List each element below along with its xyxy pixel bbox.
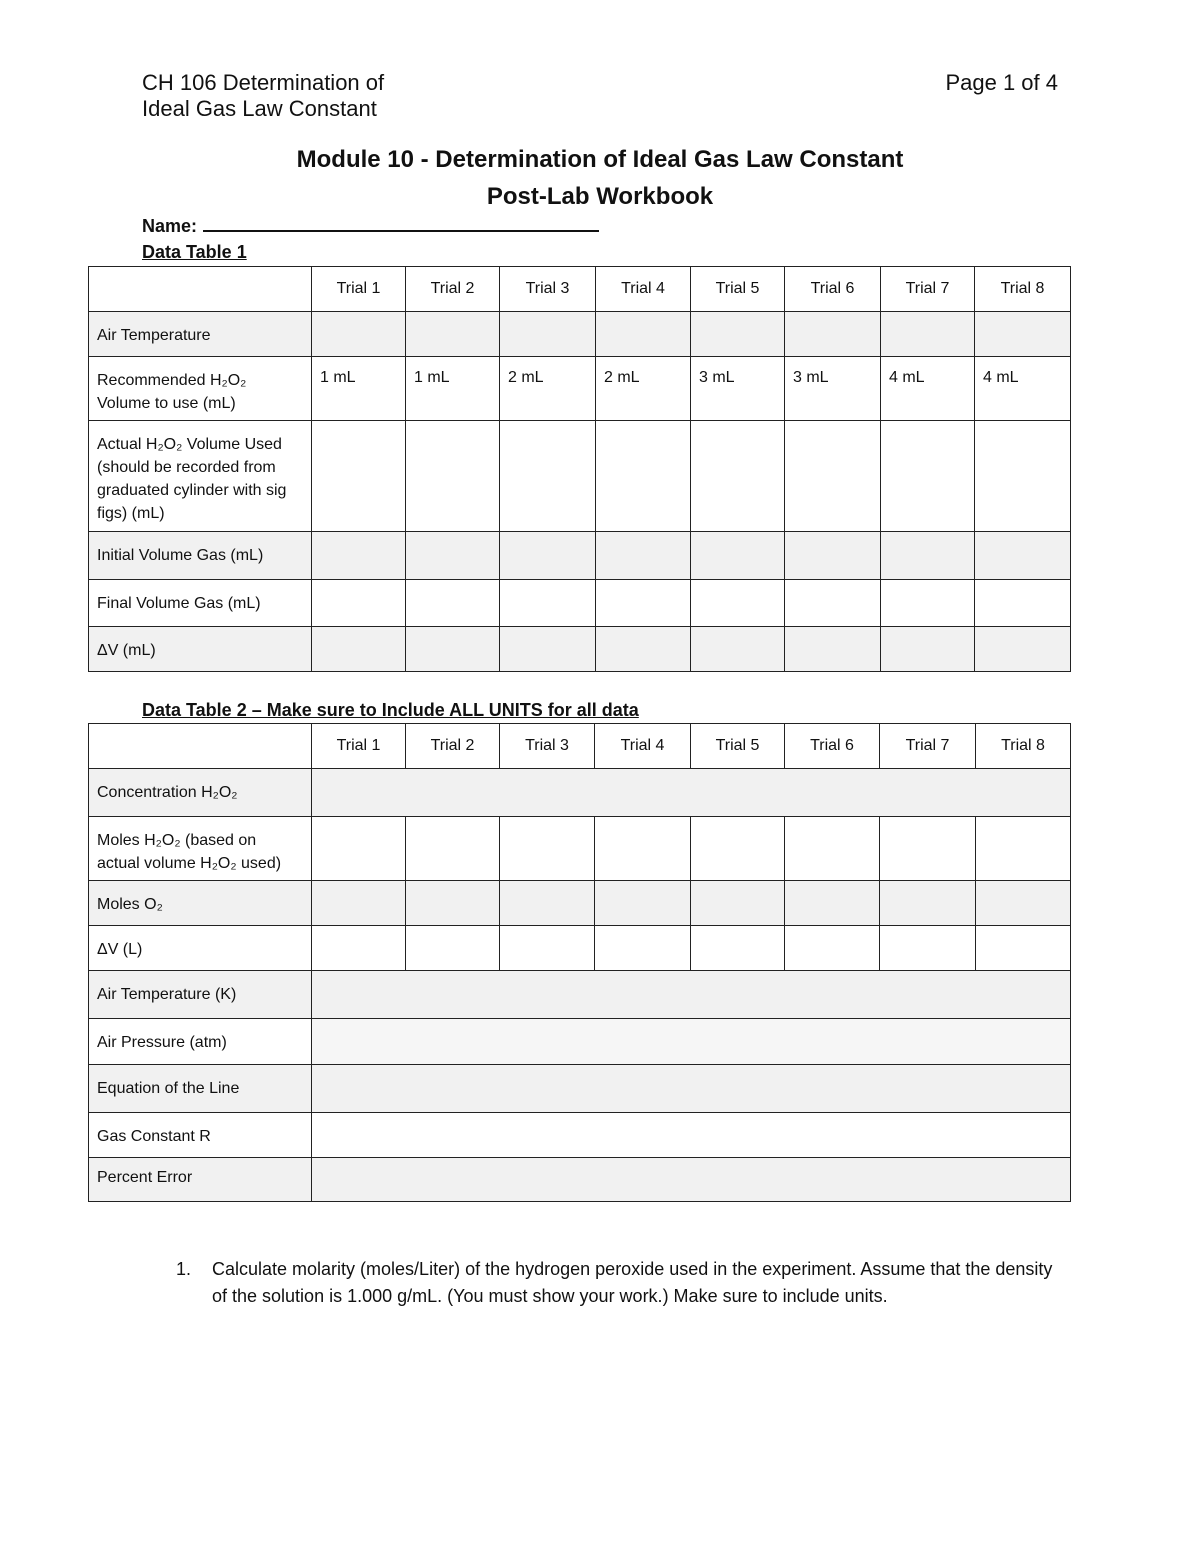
row-label: Final Volume Gas (mL) xyxy=(89,580,312,627)
row-label: ΔV (mL) xyxy=(89,627,312,672)
data-cell[interactable] xyxy=(881,627,975,672)
data-cell[interactable] xyxy=(500,926,595,971)
table-row xyxy=(89,971,1071,1019)
column-header: Trial 5 xyxy=(691,724,785,769)
data-cell[interactable] xyxy=(785,580,881,627)
row-label: Concentration H₂O₂ xyxy=(89,769,312,817)
table-row xyxy=(89,532,1071,580)
data-cell[interactable] xyxy=(500,421,596,532)
data-cell[interactable] xyxy=(881,580,975,627)
data-cell[interactable] xyxy=(406,580,500,627)
data-table-2 xyxy=(88,723,1071,1202)
data-cell[interactable] xyxy=(881,421,975,532)
merged-data-cell[interactable] xyxy=(312,971,1071,1019)
row-label: Air Temperature (K) xyxy=(89,971,312,1019)
data-cell[interactable] xyxy=(500,580,596,627)
data-cell[interactable] xyxy=(406,627,500,672)
column-header: Trial 6 xyxy=(785,267,881,312)
corner-cell xyxy=(89,267,312,312)
data-cell[interactable] xyxy=(880,881,976,926)
data-cell[interactable] xyxy=(406,881,500,926)
data-cell[interactable]: 4 mL xyxy=(881,357,975,421)
data-cell[interactable] xyxy=(596,627,691,672)
column-header: Trial 7 xyxy=(881,267,975,312)
data-cell[interactable]: 2 mL xyxy=(500,357,596,421)
data-cell[interactable]: 3 mL xyxy=(691,357,785,421)
page-subtitle: Post-Lab Workbook xyxy=(486,183,714,210)
column-header: Trial 8 xyxy=(976,724,1071,769)
merged-data-cell[interactable] xyxy=(312,769,1071,817)
data-cell[interactable] xyxy=(691,532,785,580)
column-header: Trial 3 xyxy=(500,267,596,312)
row-label: Initial Volume Gas (mL) xyxy=(89,532,312,580)
data-cell[interactable] xyxy=(691,817,785,881)
table-row xyxy=(89,421,1071,532)
data-cell[interactable] xyxy=(596,312,691,357)
data-cell[interactable] xyxy=(975,580,1071,627)
row-label: Air Pressure (atm) xyxy=(89,1019,312,1065)
page-title: Module 10 - Determination of Ideal Gas Law Constant xyxy=(296,146,904,173)
name-blank-line[interactable] xyxy=(203,214,599,232)
data-cell[interactable] xyxy=(976,926,1071,971)
row-label: Equation of the Line xyxy=(89,1065,312,1113)
merged-data-cell[interactable] xyxy=(312,1158,1071,1202)
data-cell[interactable] xyxy=(785,421,881,532)
column-header: Trial 1 xyxy=(312,267,406,312)
name-label: Name: xyxy=(142,216,198,236)
column-header: Trial 2 xyxy=(406,267,500,312)
table-row xyxy=(89,926,1071,971)
row-label: Moles O₂ xyxy=(89,881,312,926)
data-cell[interactable] xyxy=(312,817,406,881)
data-cell[interactable] xyxy=(785,926,880,971)
merged-data-cell[interactable] xyxy=(312,1065,1071,1113)
data-cell[interactable] xyxy=(312,421,406,532)
data-cell[interactable] xyxy=(880,817,976,881)
table-row xyxy=(89,312,1071,357)
data-cell[interactable] xyxy=(691,580,785,627)
row-label: Percent Error xyxy=(89,1158,312,1202)
data-cell[interactable] xyxy=(500,817,595,881)
data-cell[interactable] xyxy=(785,881,880,926)
row-label: Gas Constant R xyxy=(89,1113,312,1158)
column-header: Trial 4 xyxy=(596,267,691,312)
data-cell[interactable] xyxy=(975,627,1071,672)
data-cell[interactable] xyxy=(785,532,881,580)
question-number: 1. xyxy=(176,1259,192,1279)
data-cell[interactable] xyxy=(880,926,976,971)
data-cell[interactable] xyxy=(975,421,1071,532)
row-label: Moles H₂O₂ (based on actual volume H₂O₂ used) xyxy=(89,817,312,881)
table-row xyxy=(89,357,1071,421)
data-cell[interactable] xyxy=(976,881,1071,926)
data-cell[interactable]: 4 mL xyxy=(975,357,1071,421)
row-label: ΔV (L) xyxy=(89,926,312,971)
column-header: Trial 1 xyxy=(312,724,406,769)
merged-data-cell[interactable] xyxy=(312,1113,1071,1158)
data-cell[interactable] xyxy=(976,817,1071,881)
data-cell[interactable] xyxy=(881,312,975,357)
data-cell[interactable] xyxy=(596,421,691,532)
data-cell[interactable] xyxy=(785,627,881,672)
data-cell[interactable] xyxy=(596,580,691,627)
table-header-row xyxy=(89,724,1071,769)
data-table-1 xyxy=(88,266,1071,672)
data-cell[interactable]: 1 mL xyxy=(406,357,500,421)
table-row xyxy=(89,1065,1071,1113)
table2-caption: Data Table 2 – Make sure to Include ALL UNITS for all data xyxy=(142,700,639,720)
data-cell[interactable] xyxy=(500,312,596,357)
corner-cell xyxy=(89,724,312,769)
data-cell[interactable] xyxy=(406,926,500,971)
row-label: Air Temperature xyxy=(89,312,312,357)
table1-caption: Data Table 1 xyxy=(142,242,247,262)
data-cell[interactable] xyxy=(595,881,691,926)
row-label: Actual H₂O₂ Volume Used (should be recorded from graduated cylinder with sig figs) (mL) xyxy=(89,421,312,532)
question-text: Calculate molarity (moles/Liter) of the hydrogen peroxide used in the experiment. Assume that the density of the solution is 1.000 g/mL. (You must show your work.) Make sure to include units. xyxy=(212,1259,1053,1306)
table-row xyxy=(89,1113,1071,1158)
page-number: Page 1 of 4 xyxy=(945,70,1058,95)
data-cell[interactable]: 1 mL xyxy=(312,357,406,421)
table-row xyxy=(89,1158,1071,1202)
table-row xyxy=(89,627,1071,672)
question-1 xyxy=(176,1256,1056,1310)
column-header: Trial 5 xyxy=(691,267,785,312)
data-cell[interactable] xyxy=(500,627,596,672)
header-course-line2: Ideal Gas Law Constant xyxy=(142,96,377,121)
data-cell[interactable] xyxy=(312,312,406,357)
data-cell[interactable] xyxy=(691,881,785,926)
data-cell[interactable]: 3 mL xyxy=(785,357,881,421)
row-label: Recommended H₂O₂ Volume to use (mL) xyxy=(89,357,312,421)
data-cell[interactable] xyxy=(312,580,406,627)
data-cell[interactable] xyxy=(691,926,785,971)
data-cell[interactable] xyxy=(881,532,975,580)
data-cell[interactable] xyxy=(312,926,406,971)
data-cell[interactable] xyxy=(406,421,500,532)
column-header: Trial 8 xyxy=(975,267,1071,312)
column-header: Trial 4 xyxy=(595,724,691,769)
table-row xyxy=(89,769,1071,817)
table-header-row xyxy=(89,267,1071,312)
data-cell[interactable] xyxy=(596,532,691,580)
data-cell[interactable] xyxy=(595,817,691,881)
merged-data-cell[interactable] xyxy=(312,1019,1071,1065)
column-header: Trial 2 xyxy=(406,724,500,769)
data-cell[interactable]: 2 mL xyxy=(596,357,691,421)
name-field xyxy=(142,214,599,237)
data-cell[interactable] xyxy=(691,421,785,532)
data-cell[interactable] xyxy=(312,532,406,580)
data-cell[interactable] xyxy=(406,532,500,580)
document-header-course xyxy=(142,70,384,122)
data-cell[interactable] xyxy=(691,312,785,357)
column-header: Trial 7 xyxy=(880,724,976,769)
data-cell[interactable] xyxy=(595,926,691,971)
column-header: Trial 3 xyxy=(500,724,595,769)
table-row xyxy=(89,580,1071,627)
data-cell[interactable] xyxy=(975,312,1071,357)
table-row xyxy=(89,817,1071,881)
data-cell[interactable] xyxy=(975,532,1071,580)
data-cell[interactable] xyxy=(406,312,500,357)
data-cell[interactable] xyxy=(312,627,406,672)
data-cell[interactable] xyxy=(500,532,596,580)
data-cell[interactable] xyxy=(406,817,500,881)
data-cell[interactable] xyxy=(500,881,595,926)
header-course-line1: CH 106 Determination of xyxy=(142,70,385,95)
table-row xyxy=(89,881,1071,926)
column-header: Trial 6 xyxy=(785,724,880,769)
data-cell[interactable] xyxy=(312,881,406,926)
table-row xyxy=(89,1019,1071,1065)
data-cell[interactable] xyxy=(691,627,785,672)
data-cell[interactable] xyxy=(785,312,881,357)
data-cell[interactable] xyxy=(785,817,880,881)
